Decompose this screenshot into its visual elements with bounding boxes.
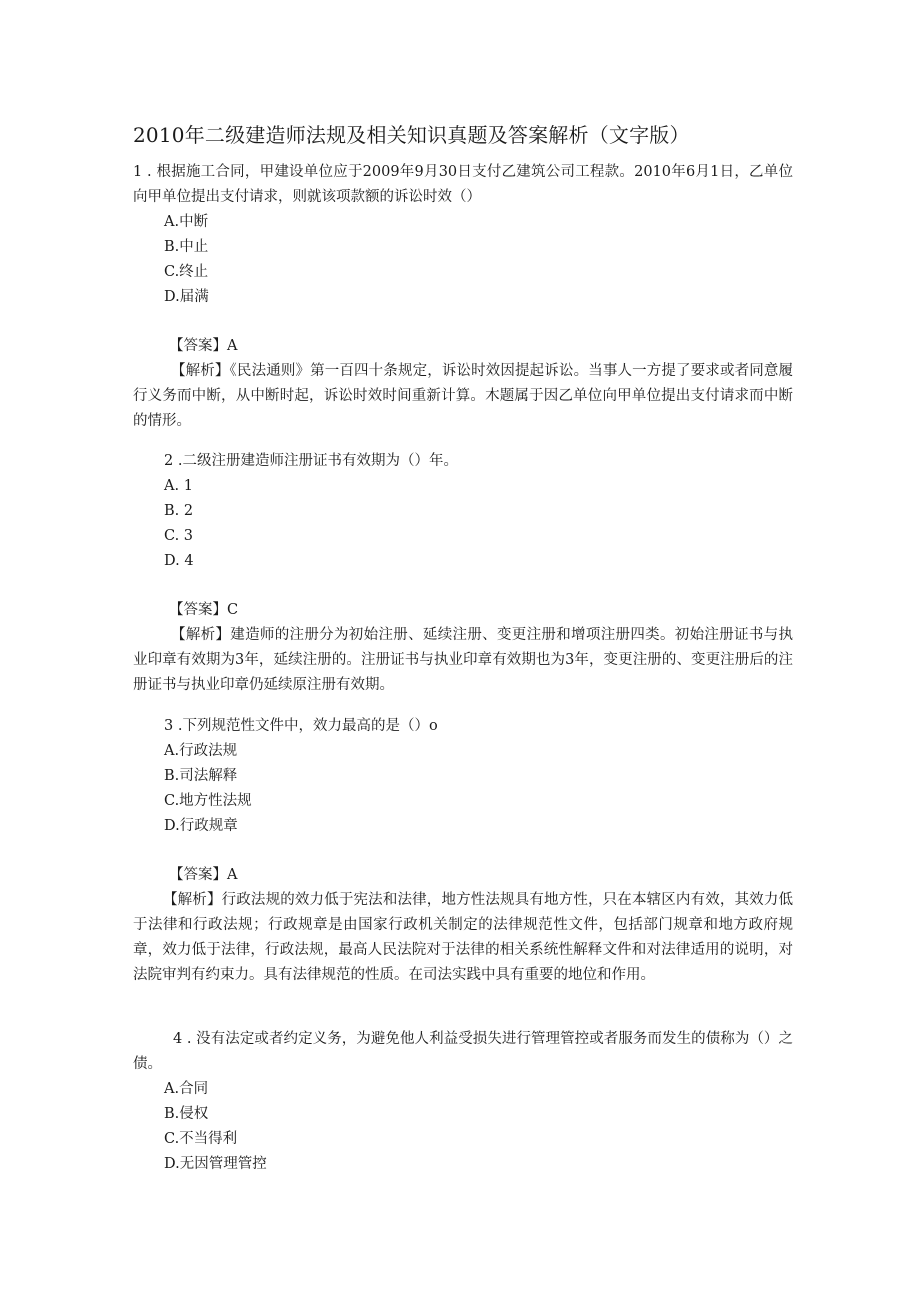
question-3 (133, 714, 793, 988)
option-c: C.不当得利 (164, 1131, 238, 1147)
question-stem: 1 . 根据施工合同，甲建设单位应于2009年9月30日支付乙建筑公司工程款。2010年6月1日，乙单位向甲单位提出支付请求，则就该项款额的诉讼时效（） (133, 164, 793, 205)
explanation: 【解析】《民法通则》第一百四十条规定，诉讼时效因提起诉讼。当事人一方提了要求或者同意履行义务而中断，从中断时起，诉讼时效时间重新计算。木题属于因乙单位向甲单位提出支付请求而中断的情形。 (133, 363, 793, 429)
option-b: B. 2 (164, 503, 194, 519)
document-title: 2010年二级建造师法规及相关知识真题及答案解析（文字版） (133, 123, 690, 147)
question-4 (133, 1027, 793, 1177)
option-c: C. 3 (164, 528, 194, 544)
option-a: A.合同 (164, 1081, 209, 1097)
option-b: B.司法解释 (164, 768, 238, 784)
question-stem: 3 .下列规范性文件中，效力最高的是（）o (164, 718, 438, 734)
option-d: D. 4 (164, 553, 194, 569)
option-d: D.无因管理管控 (164, 1156, 267, 1172)
option-b: B.中止 (164, 239, 209, 255)
option-b: B.侵权 (164, 1106, 209, 1122)
explanation: 【解析】建造师的注册分为初始注册、延续注册、变更注册和增项注册四类。初始注册证书与执业印章有效期为3年，延续注册的。注册证书与执业印章有效期也为3年，变更注册的、变更注册后的注册证书与执业印章仍延续原注册有效期。 (133, 627, 793, 693)
explanation: 【解析】行政法规的效力低于宪法和法律，地方性法规具有地方性，只在本辖区内有效，其效力低于法律和行政法规；行政规章是由国家行政机关制定的法律规范性文件，包括部门规章和地方政府规章，效力低于法律，行政法规，最高人民法院对于法律的相关系统性解释文件和对法律适用的说明，对法院审判有约束力。具有法律规范的性质。在司法实践中具有重要的地位和作用。 (133, 892, 793, 983)
question-stem: 2 .二级注册建造师注册证书有效期为（）年。 (164, 453, 458, 469)
option-d: D.届满 (164, 289, 209, 305)
question-2 (133, 449, 793, 698)
answer: 【答案】A (169, 867, 238, 883)
question-1 (133, 160, 793, 434)
option-a: A. 1 (164, 478, 193, 494)
option-a: A.中断 (164, 214, 209, 230)
option-d: D.行政规章 (164, 818, 238, 834)
option-a: A.行政法规 (164, 743, 238, 759)
answer: 【答案】C (169, 602, 239, 618)
answer: 【答案】A (169, 338, 238, 354)
option-c: C.地方性法规 (164, 793, 252, 809)
question-stem: 4 . 没有法定或者约定义务，为避免他人利益受损失进行管理管控或者服务而发生的债称为（）之债。 (133, 1031, 793, 1072)
option-c: C.终止 (164, 264, 209, 280)
